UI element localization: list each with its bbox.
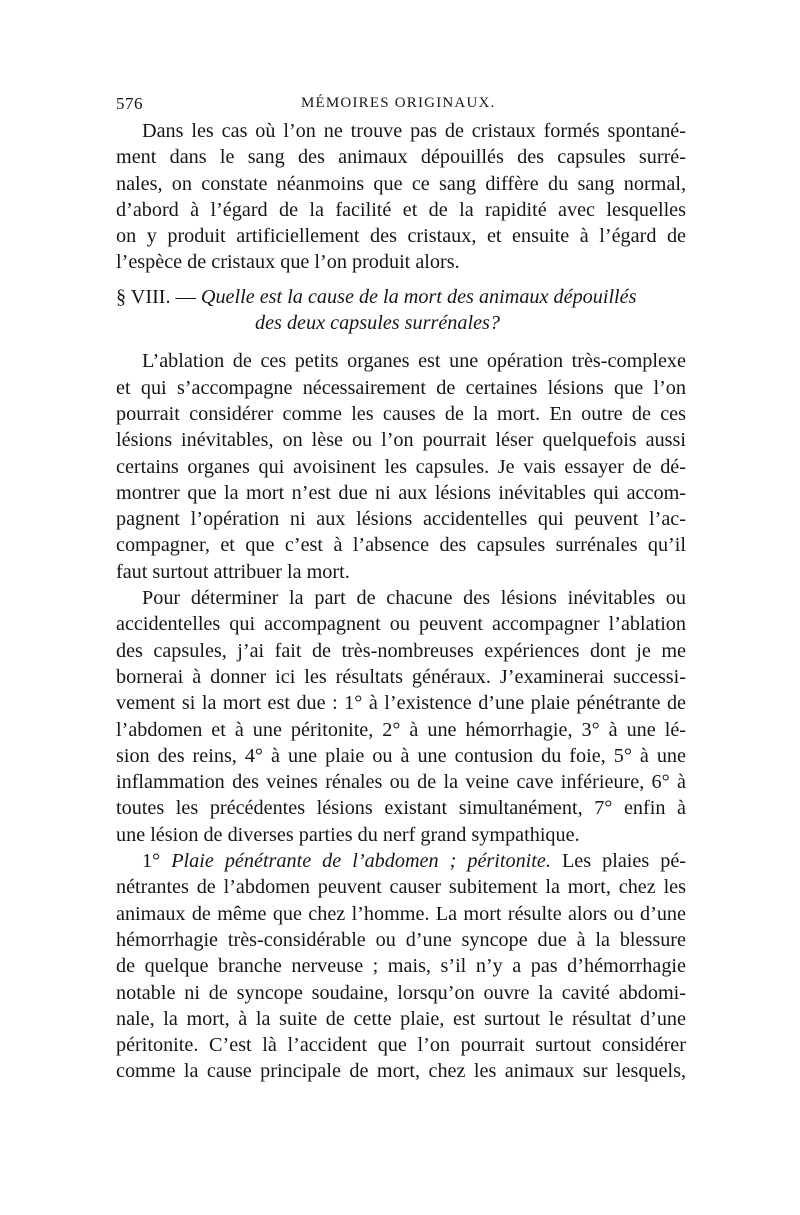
text-line: péritonite. C’est là l’accident que l’on pourrait surtout considérer bbox=[116, 1034, 686, 1057]
subsection-number: 1° bbox=[142, 850, 172, 873]
text-line: accidentelles qui accompagnent ou peuvent accompagner l’ablation bbox=[116, 613, 686, 636]
text-line bbox=[116, 848, 686, 874]
text-line: nétrantes de l’abdomen peuvent causer subitement la mort, chez les bbox=[116, 876, 686, 899]
text-line: lésions inévitables, on lèse ou l’on pourrait léser quelquefois aussi bbox=[116, 429, 686, 452]
text-line: ment dans le sang des animaux dépouillés des capsules surré- bbox=[116, 146, 686, 169]
running-header bbox=[116, 94, 686, 118]
text-line: l’abdomen et à une péritonite, 2° à une hémorrhagie, 3° à une lé- bbox=[116, 718, 686, 741]
text-line: pourrait considérer comme les causes de la mort. En outre de ces bbox=[116, 402, 686, 425]
document-page bbox=[116, 94, 686, 1085]
text-line: l’espèce de cristaux que l’on produit alors. bbox=[116, 251, 460, 274]
text-line: nales, on constate néanmoins que ce sang diffère du sang normal, bbox=[116, 172, 686, 195]
section-number: § VIII. — bbox=[116, 285, 201, 308]
text-line: Pour déterminer la part de chacune des lésions inévitables ou bbox=[142, 587, 686, 610]
text-line: L’ablation de ces petits organes est une opération très-complexe bbox=[142, 350, 686, 373]
page-number: 576 bbox=[116, 94, 143, 113]
subsection-title: Plaie pénétrante de l’abdomen ; péritonite. bbox=[171, 850, 551, 873]
text-line: comme la cause principale de mort, chez les animaux sur lesquels, bbox=[116, 1060, 686, 1083]
section-heading-line-1 bbox=[116, 284, 686, 310]
section-heading bbox=[116, 284, 686, 337]
text-line: vement si la mort est due : 1° à l’existence d’une plaie pénétrante de bbox=[116, 692, 686, 715]
text-line: d’abord à l’égard de la facilité et de la rapidité avec lesquelles bbox=[116, 198, 686, 221]
paragraph-2 bbox=[116, 348, 686, 585]
text-line: et qui s’accompagne nécessairement de certaines lésions que l’on bbox=[116, 376, 686, 399]
text-line: certains organes qui avoisinent les capsules. Je vais essayer de dé- bbox=[116, 455, 686, 478]
text-line: hémorrhagie très-considérable ou d’une syncope due à la blessure bbox=[116, 928, 686, 951]
text-line: montrer que la mort n’est due ni aux lésions inévitables qui accom- bbox=[116, 481, 686, 504]
paragraph-4 bbox=[116, 848, 686, 1085]
text-line: bornerai à donner ici les résultats généraux. J’examinerai successi- bbox=[116, 665, 686, 688]
text-line: faut surtout attribuer la mort. bbox=[116, 560, 350, 583]
text-line: Dans les cas où l’on ne trouve pas de cristaux formés spontané- bbox=[142, 120, 686, 142]
text-line: nale, la mort, à la suite de cette plaie, est surtout le résultat d’une bbox=[116, 1007, 686, 1030]
text-line: de quelque branche nerveuse ; mais, s’il n’y a pas d’hémorrhagie bbox=[116, 955, 686, 978]
paragraph-3 bbox=[116, 585, 686, 848]
text-line: pagnent l’opération ni aux lésions accidentelles qui peuvent l’ac- bbox=[116, 508, 686, 531]
section-title-part-1: Quelle est la cause de la mort des animaux dépouillés bbox=[200, 285, 637, 308]
text-line: animaux de même que chez l’homme. La mort résulte alors ou d’une bbox=[116, 902, 686, 925]
subsection-text: Les plaies pé- bbox=[550, 850, 687, 873]
text-line: des capsules, j’ai fait de très-nombreuses expériences dont je me bbox=[116, 639, 686, 662]
section-title-part-2: des deux capsules surrénales? bbox=[255, 312, 501, 335]
text-line: on y produit artificiellement des cristaux, et ensuite à l’égard de bbox=[116, 225, 686, 248]
text-line: une lésion de diverses parties du nerf grand sympathique. bbox=[116, 823, 580, 846]
paragraph-1 bbox=[116, 118, 686, 276]
text-line: notable ni de syncope soudaine, lorsqu’on ouvre la cavité abdomi- bbox=[116, 981, 686, 1004]
text-line: compagner, et que c’est à l’absence des capsules surrénales qu’il bbox=[116, 534, 686, 557]
running-title: MÉMOIRES ORIGINAUX. bbox=[301, 95, 496, 111]
text-line: inflammation des veines rénales ou de la veine cave inférieure, 6° à bbox=[116, 771, 686, 794]
text-line: toutes les précédentes lésions existant simultanément, 7° enfin à bbox=[116, 797, 686, 820]
text-line: sion des reins, 4° à une plaie ou à une contusion du foie, 5° à une bbox=[116, 744, 686, 767]
